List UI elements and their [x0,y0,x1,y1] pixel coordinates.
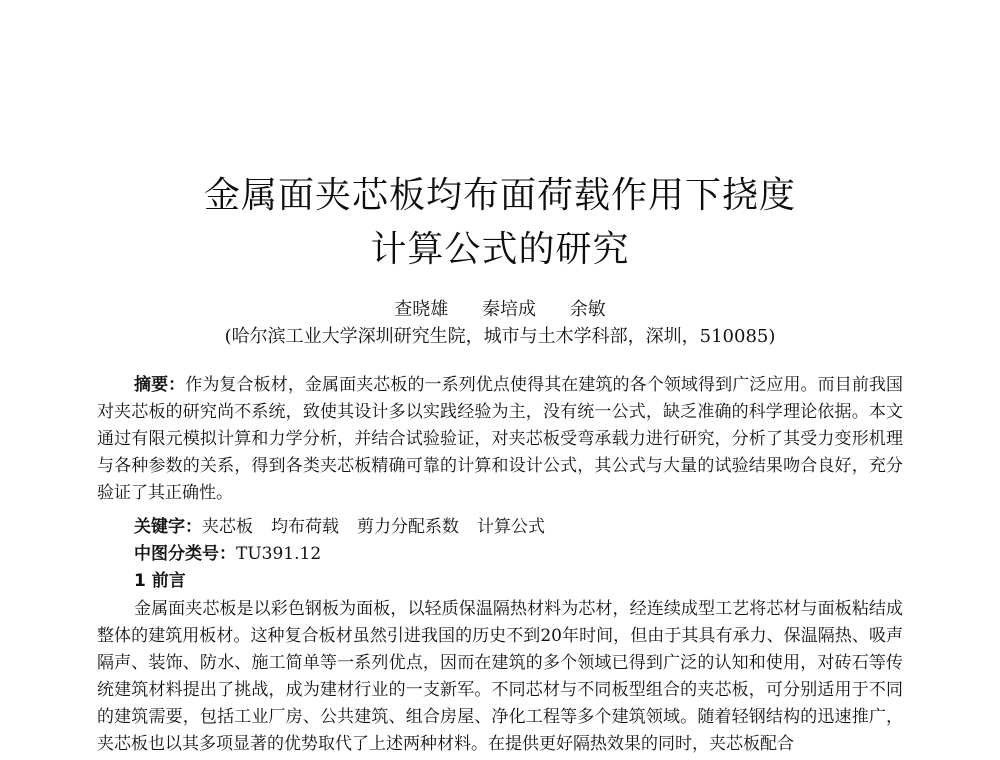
classification-line [134,541,894,568]
author-name: 查晓雄 [394,299,449,320]
keywords-line [134,514,894,541]
intro-paragraph: 金属面夹芯板是以彩色钢板为面板，以轻质保温隔热材料为芯材，经连续成型工艺将芯材与面板粘结成整体的建筑用板材。这种复合板材虽然引进我国的历史不到20年时间，但由于其具有承力、保温隔热、吸声隔声、装饰、防水、施工简单等一系列优点，因而在建筑的多个领域已得到广泛的认知和使用，对砖石等传统建筑材料提出了挑战，成为建材行业的一支新军。不同芯材与不同板型组合的夹芯板，可分别适用于不同的建筑需要，包括工业厂房、公共建筑、组合房屋、净化工程等多个建筑领域。随着轻钢结构的迅速推广，夹芯板也以其多项显著的优势取代了上述两种材料。在提供更好隔热效果的同时，夹芯板配合 [97,599,903,754]
section-heading: 1 前言 [134,571,186,591]
classification-value: TU391.12 [236,544,322,564]
keyword-term: 计算公式 [477,517,545,537]
author-name: 余敏 [569,299,606,320]
author-affiliation: (哈尔滨工业大学深圳研究生院，城市与土木学科部，深圳，510085) [224,326,776,347]
author-name: 秦培成 [482,299,536,320]
keyword-term: 均布荷载 [271,517,339,537]
abstract-paragraph [97,372,903,507]
paper-title-line-1: 金属面夹芯板均布面荷载作用下挠度 [203,175,796,216]
keywords-label: 关键字： [134,517,202,537]
keyword-term: 夹芯板 [202,517,253,537]
classification-label: 中图分类号： [134,544,236,564]
paper-title-line-2: 计算公式的研究 [370,229,630,270]
abstract-text: 作为复合板材，金属面夹芯板的一系列优点使得其在建筑的各个领域得到广泛应用。而目前我国对夹芯板的研究尚不系统，致使其设计多以实践经验为主，没有统一公式，缺乏准确的科学理论依据。本文通过有限元模拟计算和力学分析，并结合试验验证，对夹芯板受弯承载力进行研究，分析了其受力变形机理与各种参数的关系，得到各类夹芯板精确可靠的计算和设计公式，其公式与大量的试验结果吻合良好，充分验证了其正确性。 [97,375,904,503]
keyword-term: 剪力分配系数 [357,517,459,537]
abstract-label: 摘要： [134,375,186,395]
author-list [0,298,1000,322]
